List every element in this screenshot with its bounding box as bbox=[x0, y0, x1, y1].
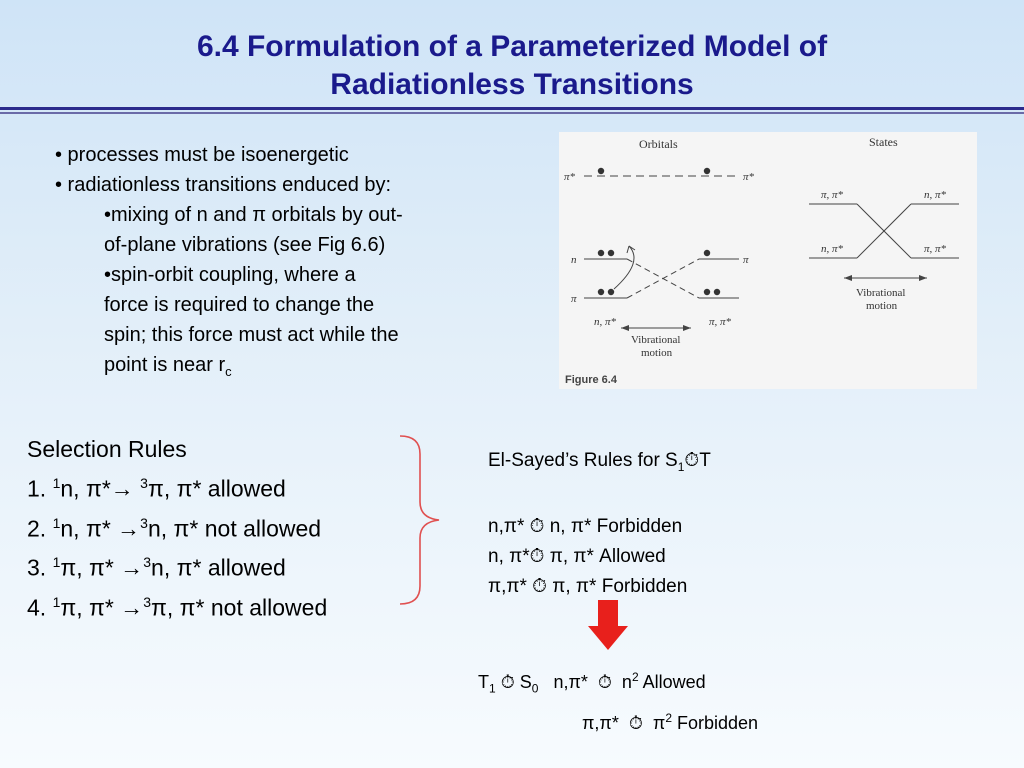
rule-4: 4. $^1$π, π* →$^3$π, π* not allowed bbox=[27, 593, 328, 621]
el-sayed-rule-3: π,π* ⏱ π, π* Forbidden bbox=[488, 575, 688, 597]
n-pi-star-left: n, π* bbox=[594, 316, 617, 328]
pi-label-right: π bbox=[743, 254, 749, 266]
t1-s0-rule: $T_1$ ⏱ $S_0$ n,π* ⏱ $n^2$ Allowed bbox=[478, 670, 706, 696]
title-line-1: 6.4 Formulation of a Parameterized Model of bbox=[196, 30, 828, 63]
n-label: n bbox=[571, 254, 577, 266]
title-line-2: Radiationless Transitions bbox=[330, 68, 694, 101]
el-sayed-header: El-Sayed’s Rules for $S_1⏱T$ bbox=[488, 450, 711, 474]
pi-label-left: π bbox=[571, 293, 577, 305]
electron-dot bbox=[598, 168, 604, 174]
state-n-pi-star-top: n, π* bbox=[924, 189, 947, 201]
subbullet-spin-line2: force is required to change the bbox=[104, 294, 375, 316]
el-sayed-rule-2: n, π*⏱ π, π* Allowed bbox=[488, 545, 666, 567]
vib-label-states-2: motion bbox=[866, 300, 898, 312]
subbullet-spin-line3: spin; this force must act while the bbox=[104, 324, 399, 346]
subbullet-spin-line4: point is near $r_c$ bbox=[104, 354, 232, 379]
vib-label-states-1: Vibrational bbox=[856, 287, 906, 299]
bullet-list bbox=[55, 140, 495, 387]
pi-star-left: π* bbox=[564, 171, 576, 183]
pi-star-right: π* bbox=[743, 171, 755, 183]
rule-3: 3. $^1$π, π* →$^3$n, π* allowed bbox=[27, 554, 286, 581]
subbullet-spin-line1: •spin-orbit coupling, where a bbox=[104, 264, 356, 286]
state-pi-pi-star-bottom: π, π* bbox=[924, 243, 947, 255]
el-sayed-rule-1: n,π* ⏱ n, π* Forbidden bbox=[488, 515, 683, 537]
electron-dot bbox=[704, 168, 710, 174]
title-divider-thin bbox=[0, 112, 1024, 114]
selection-rules bbox=[27, 432, 327, 625]
down-arrow-icon bbox=[586, 600, 630, 652]
selection-rules-header: Selection Rules bbox=[27, 436, 187, 462]
figure-6-4 bbox=[559, 132, 977, 389]
bullet-isoenergetic: • processes must be isoenergetic bbox=[55, 144, 349, 166]
vib-label-1: Vibrational bbox=[631, 334, 681, 346]
el-sayed-rules bbox=[488, 446, 711, 602]
slide-title bbox=[0, 28, 1024, 104]
subbullet-mixing-line2: of-plane vibrations (see Fig 6.6) bbox=[104, 234, 386, 256]
state-n-pi-star-bottom: n, π* bbox=[821, 243, 844, 255]
figure-caption: Figure 6.4 bbox=[565, 374, 617, 386]
subbullet-mixing bbox=[55, 200, 495, 260]
orbital-state-diagram bbox=[559, 132, 977, 389]
vib-label-2: motion bbox=[641, 347, 673, 359]
bullet-radiationless: • radiationless transitions enduced by: bbox=[55, 174, 392, 196]
title-divider bbox=[0, 107, 1024, 110]
t1-s0-rule-2: π,π* ⏱ $\pi^2$ Forbidden bbox=[582, 711, 759, 733]
subbullet-mixing-line1: •mixing of n and π orbitals by out- bbox=[104, 204, 403, 226]
subbullet-spin-orbit bbox=[55, 260, 495, 387]
pi-pi-star-left: π, π* bbox=[709, 316, 732, 328]
rule-1: 1. $^1$n, π*→ $^3$π, π* allowed bbox=[27, 475, 286, 502]
state-pi-pi-star-top: π, π* bbox=[821, 189, 844, 201]
orbitals-label: Orbitals bbox=[639, 137, 678, 151]
rule-2: 2. $^1$n, π* →$^3$n, π* not allowed bbox=[27, 514, 322, 542]
curly-brace bbox=[395, 432, 445, 607]
states-label: States bbox=[869, 135, 898, 149]
